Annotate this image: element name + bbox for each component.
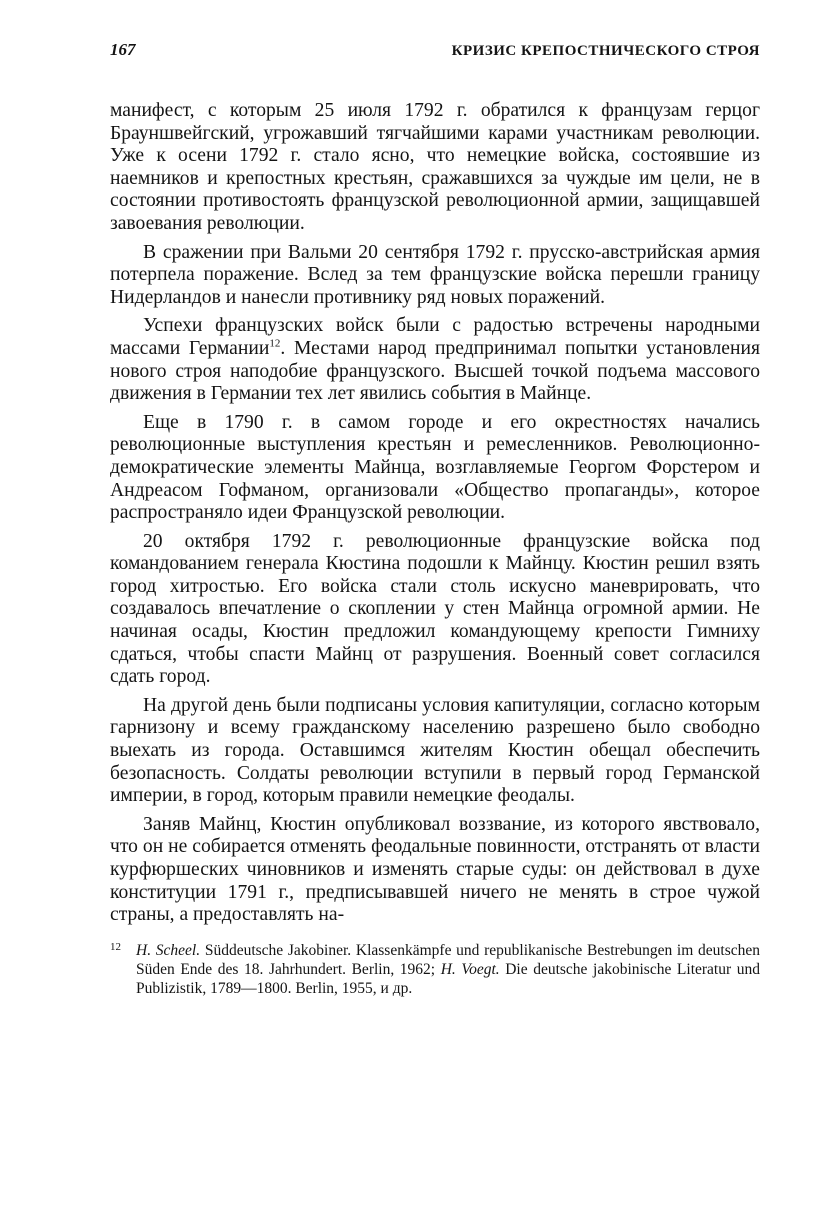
footnote-citation: Süddeutsche Jakobiner. Klassenkämpfe und republikanische Bestrebungen im deutschen Süden Ende des 18. Jahrhundert. Berlin, 1962; bbox=[136, 941, 760, 978]
paragraph: В сражении при Вальми 20 сентября 1792 г. прусско-австрийская армия потерпела поражение. Вслед за тем французские войска перешли границу Нидерландов и нанесли противнику ряд новых поражений. bbox=[110, 241, 760, 308]
footnote bbox=[110, 941, 760, 998]
paragraph-text: . Местами народ предпринимал попытки установления нового строя наподобие французского. Высшей точкой подъема массового движения в Германии тех лет явились события в Майнце. bbox=[110, 337, 760, 405]
footnote-author: H. Scheel. bbox=[136, 941, 201, 959]
running-title: КРИЗИС КРЕПОСТНИЧЕСКОГО СТРОЯ bbox=[451, 43, 760, 59]
main-text bbox=[110, 100, 760, 927]
paragraph: Еще в 1790 г. в самом городе и его окрестностях начались революционные выступления крестьян и ремесленников. Революционно-демократические элементы Майнца, возглавляемые Георгом Форстером и Андреасом Гофманом, организовали «Общество пропаганды», которое распространяло идеи Французской революции. bbox=[110, 411, 760, 524]
footnote-citation: Die deutsche jakobinische Literatur und Publizistik, 1789—1800. Berlin, 1955, и др. bbox=[136, 960, 760, 997]
page-header bbox=[110, 40, 760, 70]
footnote-reference: 12 bbox=[269, 337, 281, 350]
paragraph-text: Успехи французских войск были с радостью встречены народными массами Германии bbox=[110, 315, 760, 359]
book-page bbox=[110, 40, 760, 998]
paragraph: 20 октября 1792 г. революционные французские войска под командованием генерала Кюстина подошли к Майнцу. Кюстин решил взять город хитростью. Его войска стали столь искусно маневрировать, что создавалось впечатление о скоплении у стен Майнца огромной армии. Не начиная осады, Кюстин предложил командующему крепости Гимниху сдаться, чтобы спасти Майнц от разрушения. Военный совет согласился сдать город. bbox=[110, 530, 760, 688]
paragraph: манифест, с которым 25 июля 1792 г. обратился к французам герцог Брауншвейгский, угрожавший тягчайшими карами участникам революции. Уже к осени 1792 г. стало ясно, что немецкие войска, состоявшие из наемников и крепостных крестьян, сражавшихся за чуждые им цели, не в состоянии противостоять французской революционной армии, защищавшей завоевания революции. bbox=[110, 100, 760, 234]
paragraph: На другой день были подписаны условия капитуляции, согласно которым гарнизону и всему гражданскому населению разрешено было свободно выехать из города. Оставшимся жителям Кюстин обещал обеспечить безопасность. Солдаты революции вступили в первый город Германской империи, в город, которым правили немецкие феодалы. bbox=[110, 694, 760, 807]
footnote-author: H. Voegt. bbox=[440, 960, 500, 978]
page-number: 167 bbox=[110, 40, 136, 59]
paragraph bbox=[110, 315, 760, 405]
footnote-mark: 12 bbox=[110, 940, 121, 953]
paragraph: Заняв Майнц, Кюстин опубликовал воззвание, из которого явствовало, что он не собирается отменять феодальные повинности, отстранять от власти курфюршеских чиновников и изменять старые суды: он действовал в духе конституции 1791 г., предписывавшей ничего не менять в строе чужой страны, а предоставлять на- bbox=[110, 813, 760, 926]
